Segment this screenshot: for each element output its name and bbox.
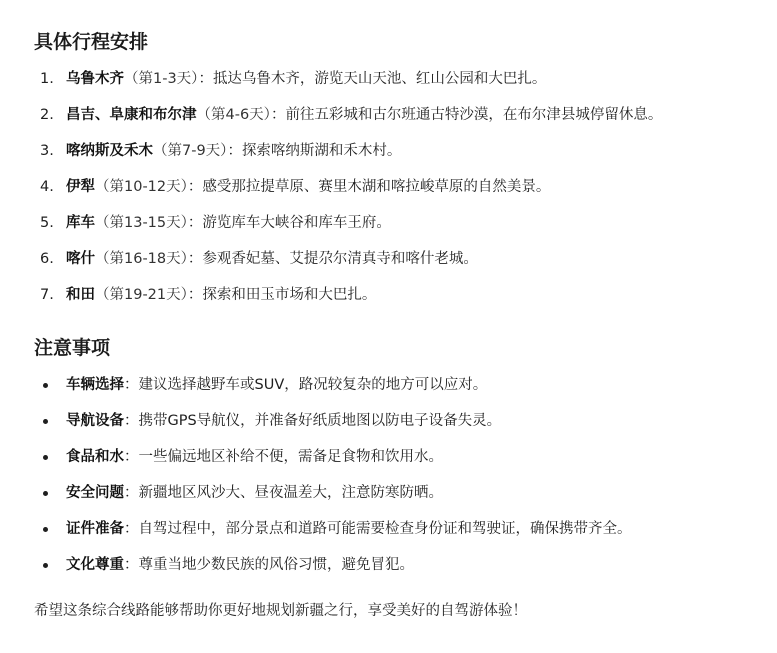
note-desc: 携带GPS导航仪，并准备好纸质地图以防电子设备失灵。 (138, 413, 502, 429)
notes-heading: 注意事项 (34, 337, 111, 359)
note-item (34, 406, 777, 442)
note-label: 导航设备 (66, 413, 124, 429)
list-number: 6. (40, 251, 54, 267)
itinerary-item (34, 100, 777, 136)
list-number: 2. (40, 107, 54, 123)
separator: ： (124, 521, 139, 537)
separator: ： (227, 143, 242, 159)
itinerary-desc: 探索和田玉市场和大巴扎。 (202, 287, 377, 303)
list-number: 1. (40, 71, 54, 87)
note-label: 文化尊重 (66, 557, 124, 573)
note-item (34, 442, 777, 478)
separator: ： (187, 287, 203, 303)
list-number: 3. (40, 143, 54, 159)
itinerary-place: 伊犁 (66, 179, 95, 195)
separator: ： (198, 71, 213, 87)
bullet-icon (43, 419, 48, 424)
itinerary-days: （第16-18天） (95, 251, 188, 267)
list-number: 7. (40, 287, 54, 303)
note-item (34, 550, 777, 586)
bullet-icon (43, 455, 48, 460)
bullet-icon (43, 563, 48, 568)
note-desc: 建议选择越野车或SUV，路况较复杂的地方可以应对。 (138, 377, 488, 393)
itinerary-place: 昌吉、阜康和布尔津 (66, 107, 197, 123)
itinerary-days: （第4-6天） (196, 107, 271, 123)
itinerary-item (34, 172, 777, 208)
note-label: 车辆选择 (66, 377, 124, 393)
note-desc: 一些偏远地区补给不便，需备足食物和饮用水。 (138, 449, 443, 465)
separator: ： (270, 107, 286, 123)
bullet-icon (43, 527, 48, 532)
separator: ： (124, 485, 139, 501)
separator: ： (124, 557, 139, 573)
itinerary-desc: 参观香妃墓、艾提尕尔清真寺和喀什老城。 (202, 251, 478, 267)
itinerary-item (34, 280, 777, 316)
note-label: 安全问题 (66, 485, 124, 501)
note-item (34, 370, 777, 406)
itinerary-place: 和田 (66, 287, 95, 303)
itinerary-days: （第1-3天） (124, 71, 199, 87)
itinerary-item (34, 244, 777, 280)
note-item (34, 478, 777, 514)
itinerary-item (34, 64, 777, 100)
list-number: 4. (40, 179, 54, 195)
note-desc: 尊重当地少数民族的风俗习惯，避免冒犯。 (138, 557, 414, 573)
note-label: 食品和水 (66, 449, 124, 465)
separator: ： (187, 179, 203, 195)
bullet-icon (43, 491, 48, 496)
list-number: 5. (40, 215, 54, 231)
itinerary-desc: 前往五彩城和古尔班通古特沙漠，在布尔津县城停留休息。 (285, 107, 663, 123)
separator: ： (187, 251, 203, 267)
itinerary-item (34, 208, 777, 244)
itinerary-place: 乌鲁木齐 (66, 71, 124, 87)
separator: ： (124, 413, 139, 429)
itinerary-desc: 感受那拉提草原、赛里木湖和喀拉峻草原的自然美景。 (202, 179, 551, 195)
note-desc: 自驾过程中，部分景点和道路可能需要检查身份证和驾驶证，确保携带齐全。 (138, 521, 632, 537)
itinerary-place: 喀纳斯及禾木 (66, 143, 153, 159)
itinerary-desc: 探索喀纳斯湖和禾木村。 (241, 143, 402, 159)
itinerary-desc: 抵达乌鲁木齐，游览天山天池、红山公园和大巴扎。 (212, 71, 547, 87)
itinerary-days: （第7-9天） (153, 143, 228, 159)
itinerary-days: （第13-15天） (95, 215, 188, 231)
separator: ： (124, 449, 139, 465)
itinerary-list (34, 64, 777, 316)
itinerary-place: 喀什 (66, 251, 95, 267)
note-item (34, 514, 777, 550)
notes-list (34, 370, 777, 586)
itinerary-place: 库车 (66, 215, 95, 231)
closing-paragraph: 希望这条综合线路能够帮助你更好地规划新疆之行，享受美好的自驾游体验！ (34, 603, 527, 619)
note-desc: 新疆地区风沙大、昼夜温差大，注意防寒防晒。 (138, 485, 443, 501)
separator: ： (187, 215, 203, 231)
itinerary-days: （第19-21天） (95, 287, 188, 303)
bullet-icon (43, 383, 48, 388)
itinerary-heading: 具体行程安排 (34, 31, 149, 53)
separator: ： (124, 377, 139, 393)
itinerary-item (34, 136, 777, 172)
itinerary-desc: 游览库车大峡谷和库车王府。 (202, 215, 391, 231)
itinerary-days: （第10-12天） (95, 179, 188, 195)
note-label: 证件准备 (66, 521, 124, 537)
